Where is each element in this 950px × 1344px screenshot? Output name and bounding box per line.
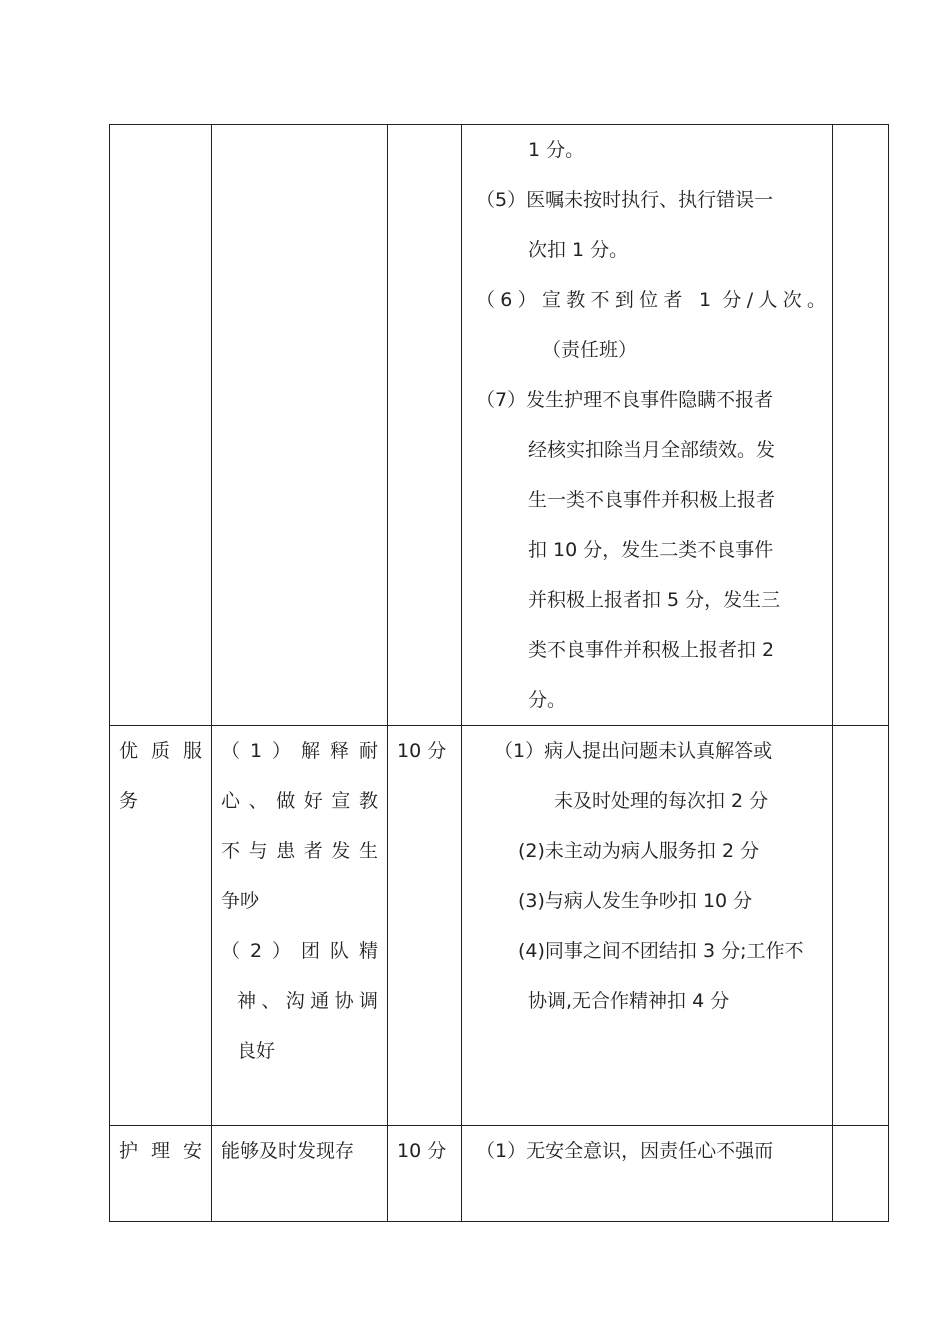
rule-line: （1）无安全意识，因责任心不强而: [476, 1140, 774, 1162]
standard-line: （1）解释耐: [221, 740, 378, 762]
rule-line: （1）病人提出问题未认真解答或: [494, 740, 773, 762]
standard-line: 不与患者发生: [221, 840, 378, 862]
standard-line: 良好: [237, 1040, 276, 1062]
rule-line: 分。: [528, 689, 567, 711]
rule-line: 协调,无合作精神扣 4 分: [528, 990, 730, 1012]
category-cell: [110, 1126, 212, 1222]
table-row: [110, 726, 889, 1126]
rule-line: 经核实扣除当月全部绩效。发: [528, 439, 776, 461]
rule-line: (2)未主动为病人服务扣 2 分: [518, 840, 760, 862]
score-cell: [388, 1126, 462, 1222]
standard-line: 神、沟通协调: [237, 990, 378, 1012]
rule-line: 未及时处理的每次扣 2 分: [554, 790, 769, 812]
evaluation-table: [109, 124, 889, 1222]
rule-line: 1 分。: [528, 139, 585, 161]
standard-cell: [212, 726, 388, 1126]
rule-line: 生一类不良事件并积极上报者: [528, 489, 776, 511]
table-row: [110, 1126, 889, 1222]
standard-line: 心、做好宣教: [221, 790, 378, 812]
remarks-cell: [833, 726, 889, 1126]
category-line: 护理安: [119, 1140, 202, 1162]
rule-line: （责任班）: [542, 339, 638, 361]
standard-cell: [212, 1126, 388, 1222]
deduction-rules-cell: [462, 1126, 833, 1222]
table-row: [110, 125, 889, 726]
standard-line: 争吵: [221, 890, 260, 912]
score-cell: [388, 125, 462, 726]
remarks-cell: [833, 125, 889, 726]
rule-line: 并积极上报者扣 5 分，发生三: [528, 589, 781, 611]
category-cell: [110, 125, 212, 726]
score-value: 10 分: [397, 740, 447, 762]
category-line: 优质服: [119, 740, 202, 762]
rule-line: (4)同事之间不团结扣 3 分;工作不: [518, 940, 804, 962]
deduction-rules-cell: [462, 726, 833, 1126]
rule-line: （5）医嘱未按时执行、执行错误一: [476, 189, 774, 211]
category-line: 务: [119, 790, 139, 812]
score-cell: [388, 726, 462, 1126]
rule-line: （6）宣教不到位者 1 分/人次。: [476, 289, 826, 311]
rule-line: (3)与病人发生争吵扣 10 分: [518, 890, 753, 912]
deduction-rules-cell: [462, 125, 833, 726]
category-cell: [110, 726, 212, 1126]
score-value: 10 分: [397, 1140, 447, 1162]
standard-line: （2）团队精: [221, 940, 378, 962]
rule-line: 类不良事件并积极上报者扣 2: [528, 639, 775, 661]
rule-line: 次扣 1 分。: [528, 239, 629, 261]
remarks-cell: [833, 1126, 889, 1222]
rule-line: 扣 10 分，发生二类不良事件: [528, 539, 774, 561]
standard-line: 能够及时发现存: [221, 1140, 355, 1162]
rule-line: （7）发生护理不良事件隐瞒不报者: [476, 389, 774, 411]
standard-cell: [212, 125, 388, 726]
